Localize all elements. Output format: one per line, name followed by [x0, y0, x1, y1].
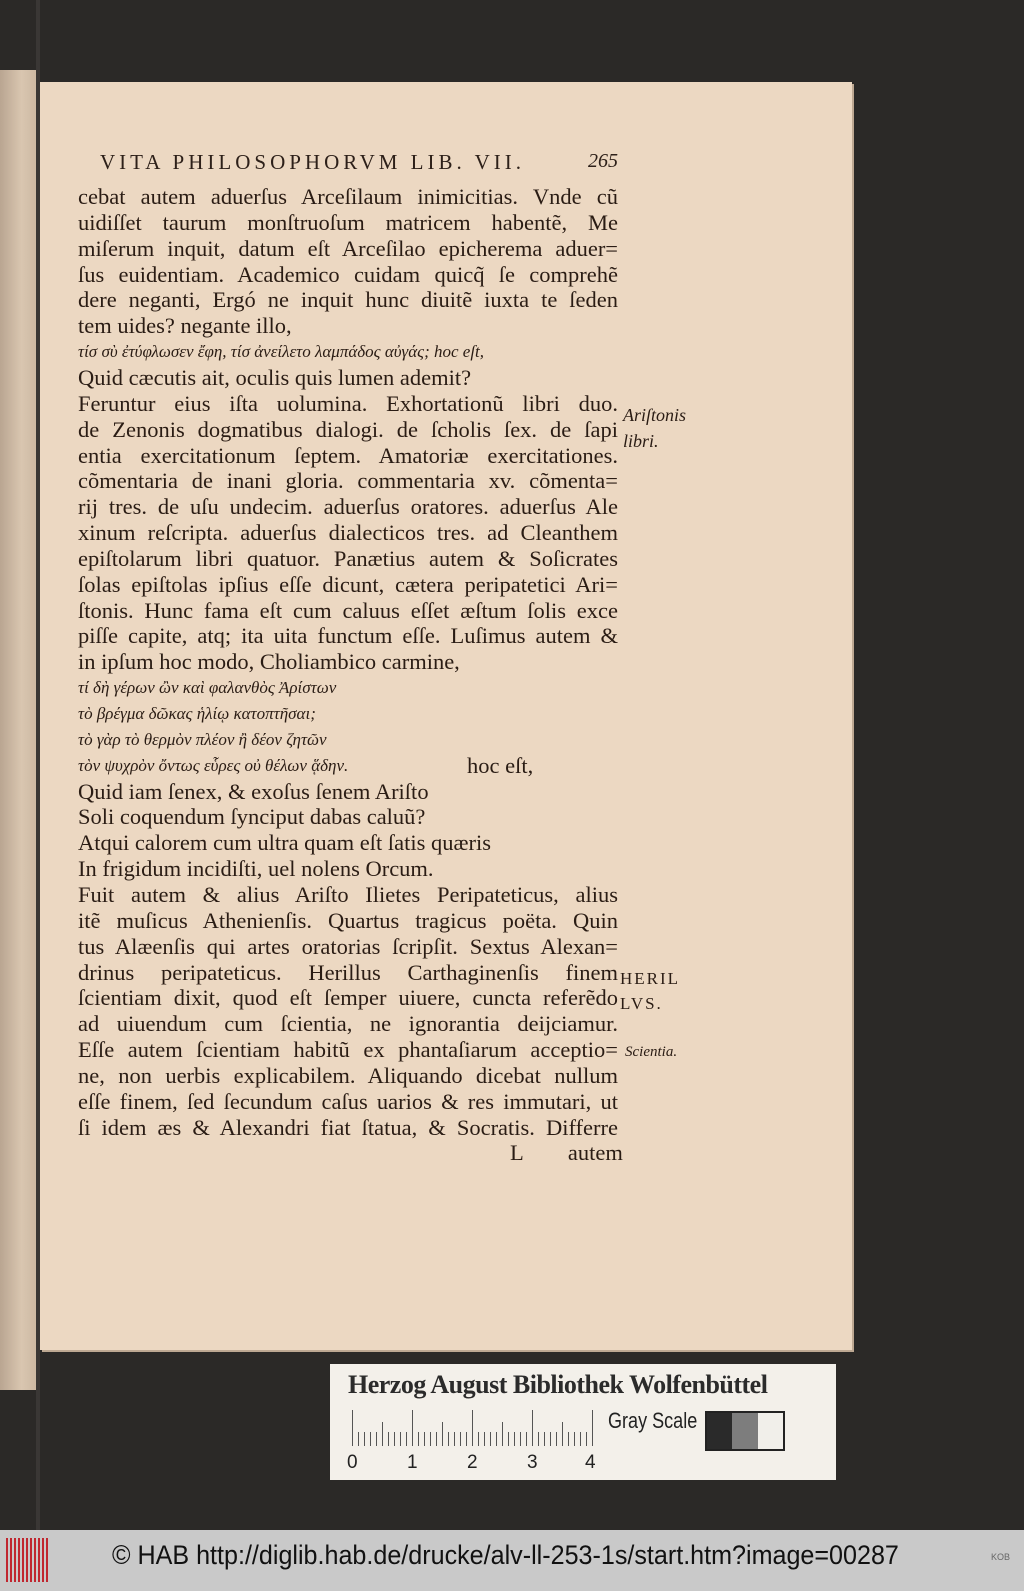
ruler-tick — [478, 1432, 479, 1446]
ruler-tick — [460, 1432, 461, 1446]
ruler-number: 1 — [407, 1452, 418, 1473]
text-line: Atqui calorem cum ultra quam eſt ſatis quæris — [78, 830, 492, 856]
text-line: Feruntur eius iſta uolumina. Exhortationũ libri duo. — [78, 390, 618, 416]
text-line: Eſſe autem ſcientiam habitũ ex phantaſiarum acceptio= — [78, 1037, 618, 1063]
ruler-tick — [526, 1432, 527, 1446]
gray-swatch-cell — [732, 1413, 757, 1449]
text-line: τὸ γὰρ τὸ θερμὸν πλέον ἢ δέον ζητῶν — [78, 729, 327, 749]
ruler-tick — [454, 1432, 455, 1446]
ruler-number: 4 — [585, 1452, 596, 1473]
text-line: drinus peripateticus. Herillus Carthaginenſis finem — [78, 959, 618, 985]
text-line: rij tres. de uſu undecim. aduerſus oratores. aduerſus Ale — [78, 494, 618, 520]
running-head: VITA PHILOSOPHORVM LIB. VII. — [100, 150, 526, 174]
ruler-tick — [442, 1422, 443, 1446]
ruler-tick — [400, 1432, 401, 1446]
ruler-tick — [592, 1410, 593, 1446]
ruler-tick — [352, 1410, 353, 1446]
ruler-tick — [388, 1432, 389, 1446]
text-line: dere neganti, Ergó ne inquit hunc diuitẽ iuxta te ſeden — [78, 287, 618, 313]
marginal-note-heril: HERIL — [620, 969, 681, 988]
text-line: Quid iam ſenex, & exoſus ſenem Ariſto — [78, 778, 429, 804]
marginal-note-aristonis: Ariſtonis — [623, 405, 687, 425]
gray-scale-label: Gray Scale — [608, 1408, 698, 1433]
marginal-note-lus: LVS. — [620, 994, 663, 1013]
text-line: τί δὴ γέρων ὢν καὶ φαλανθὸς Ἀρίστων — [78, 678, 337, 698]
ruler-tick — [520, 1432, 521, 1446]
ruler-tick — [550, 1432, 551, 1446]
text-line: ſolas epiſtolas ipſius eſſe dicunt, cætera peripatetici Ari= — [78, 571, 618, 597]
ruler-tick — [544, 1432, 545, 1446]
text-line: uidiſſet taurum monſtruoſum matricem habentẽ, Me — [78, 209, 618, 235]
ruler-tick — [508, 1432, 509, 1446]
corner-mark: KOB — [990, 1552, 1010, 1562]
ruler-tick — [490, 1432, 491, 1446]
text-line: Quid cæcutis ait, oculis quis lumen ademit? — [78, 364, 472, 390]
ruler-number: 3 — [527, 1452, 538, 1473]
ruler-tick — [574, 1432, 575, 1446]
text-line: ad uiuendum cum ſcientia, ne ignorantia deijciamur. — [78, 1011, 618, 1037]
ruler-tick — [532, 1410, 533, 1446]
ruler-tick — [466, 1432, 467, 1446]
text-line: cebat autem aduerſus Arceſilaum inimicitias. Vnde cũ — [78, 184, 618, 209]
facing-page-edge — [0, 70, 36, 1390]
text-line: epiſtolarum libri quatuor. Panætius autem & Soſicrates — [78, 545, 618, 571]
copyright-url[interactable]: © HAB http://diglib.hab.de/drucke/alv-ll-253-1s/start.htm?image=00287 — [112, 1540, 899, 1570]
ruler-tick — [376, 1432, 377, 1446]
ruler-tick — [436, 1432, 437, 1446]
ruler-tick — [364, 1432, 365, 1446]
text-line: itẽ muſicus Athenienſis. Quartus tragicus poëta. Quin — [78, 907, 618, 933]
text-line: entia exercitationum ſeptem. Amatoriæ exercitationes. — [78, 442, 618, 468]
ruler-tick — [358, 1432, 359, 1446]
text-line: ſus euidentiam. Academico cuidam quicq̃ ſe comprehẽ — [78, 261, 618, 287]
ruler-tick — [430, 1432, 431, 1446]
ruler-tick — [580, 1432, 581, 1446]
ruler-tick — [496, 1432, 497, 1446]
ruler-tick — [382, 1422, 383, 1446]
gray-swatch-cell — [707, 1413, 732, 1449]
text-line: ſi idem æs & Alexandri fiat ſtatua, & Socratis. Differre — [78, 1114, 618, 1140]
text-line: cõmentaria de inani gloria. commentaria xv. cõmenta= — [78, 468, 618, 494]
text-line: ſcientiam dixit, quod eſt ſemper uiuere, cuncta referẽdo — [78, 985, 618, 1011]
text-line: L autem — [510, 1140, 623, 1166]
text-line: Fuit autem & alius Ariſto Ilietes Peripateticus, alius — [78, 881, 618, 907]
ruler-tick — [556, 1432, 557, 1446]
marginal-note-scientia: Scientia. — [625, 1044, 678, 1060]
ruler-number: 0 — [347, 1452, 358, 1473]
ruler-number: 2 — [467, 1452, 478, 1473]
text-line: τὸ βρέγμα δῶκας ἡλίῳ κατοπτῆσαι; — [78, 704, 316, 723]
text-line: τίσ σὺ ἐτύφλωσεν ἔφη, τίσ ἀνείλετο λαμπάδος αὐγάς; hoc eſt, — [78, 342, 485, 362]
ruler-tick — [514, 1432, 515, 1446]
color-scale-card — [330, 1364, 836, 1480]
ruler-tick — [424, 1432, 425, 1446]
text-line: piſſe capite, atq; ita uita functum eſſe. Luſimus autem & — [78, 623, 618, 649]
gray-swatch-cell — [758, 1413, 783, 1449]
ruler-tick — [538, 1432, 539, 1446]
verse-hoc-est: hoc eſt, — [467, 753, 534, 778]
text-line: ſtonis. Hunc fama eſt cum caluus eſſet æſtum ſolis exce — [78, 597, 618, 623]
ruler-tick — [502, 1422, 503, 1446]
hab-logo-icon — [6, 1538, 48, 1582]
text-line: τὸν ψυχρὸν ὄντως εὗρες οὐ θέλων ᾅδην. — [78, 755, 349, 775]
library-name: Herzog August Bibliothek Wolfenbüttel — [348, 1370, 768, 1399]
text-line: tem uides? negante illo, — [78, 313, 292, 339]
footer-bar — [0, 1530, 1024, 1591]
ruler-tick — [448, 1432, 449, 1446]
ruler — [352, 1410, 592, 1446]
page-number: 265 — [588, 150, 618, 172]
text-line: tus Alæenſis qui artes oratorias ſcripſit. Sextus Alexan= — [78, 933, 618, 959]
text-line: ne, non uerbis explicabilem. Aliquando dicebat nullum — [78, 1062, 618, 1088]
marginal-note-libri: libri. — [623, 431, 659, 451]
ruler-tick — [394, 1432, 395, 1446]
text-line: Soli coquendum ſynciput dabas caluũ? — [78, 804, 426, 830]
ruler-tick — [406, 1432, 407, 1446]
ruler-tick — [472, 1410, 473, 1446]
text-line: in ipſum hoc modo, Choliambico carmine, — [78, 649, 460, 675]
ruler-tick — [586, 1432, 587, 1446]
text-line: xinum reſcripta. aduerſus dialecticos tres. ad Cleanthem — [78, 520, 618, 546]
ruler-tick — [412, 1410, 413, 1446]
text-line: miſerum inquit, datum eſt Arceſilao epicherema aduer= — [78, 235, 618, 261]
gray-scale-swatch — [705, 1411, 785, 1451]
ruler-tick — [370, 1432, 371, 1446]
ruler-tick — [562, 1422, 563, 1446]
text-line: eſſe finem, ſed ſecundum caſus uarios & res immutari, ut — [78, 1088, 618, 1114]
ruler-tick — [484, 1432, 485, 1446]
ruler-tick — [418, 1432, 419, 1446]
ruler-tick — [568, 1432, 569, 1446]
text-line: In frigidum incidiſti, uel nolens Orcum. — [78, 856, 434, 882]
text-line: de Zenonis dogmatibus dialogi. de ſcholis ſex. de ſapi — [78, 416, 618, 442]
